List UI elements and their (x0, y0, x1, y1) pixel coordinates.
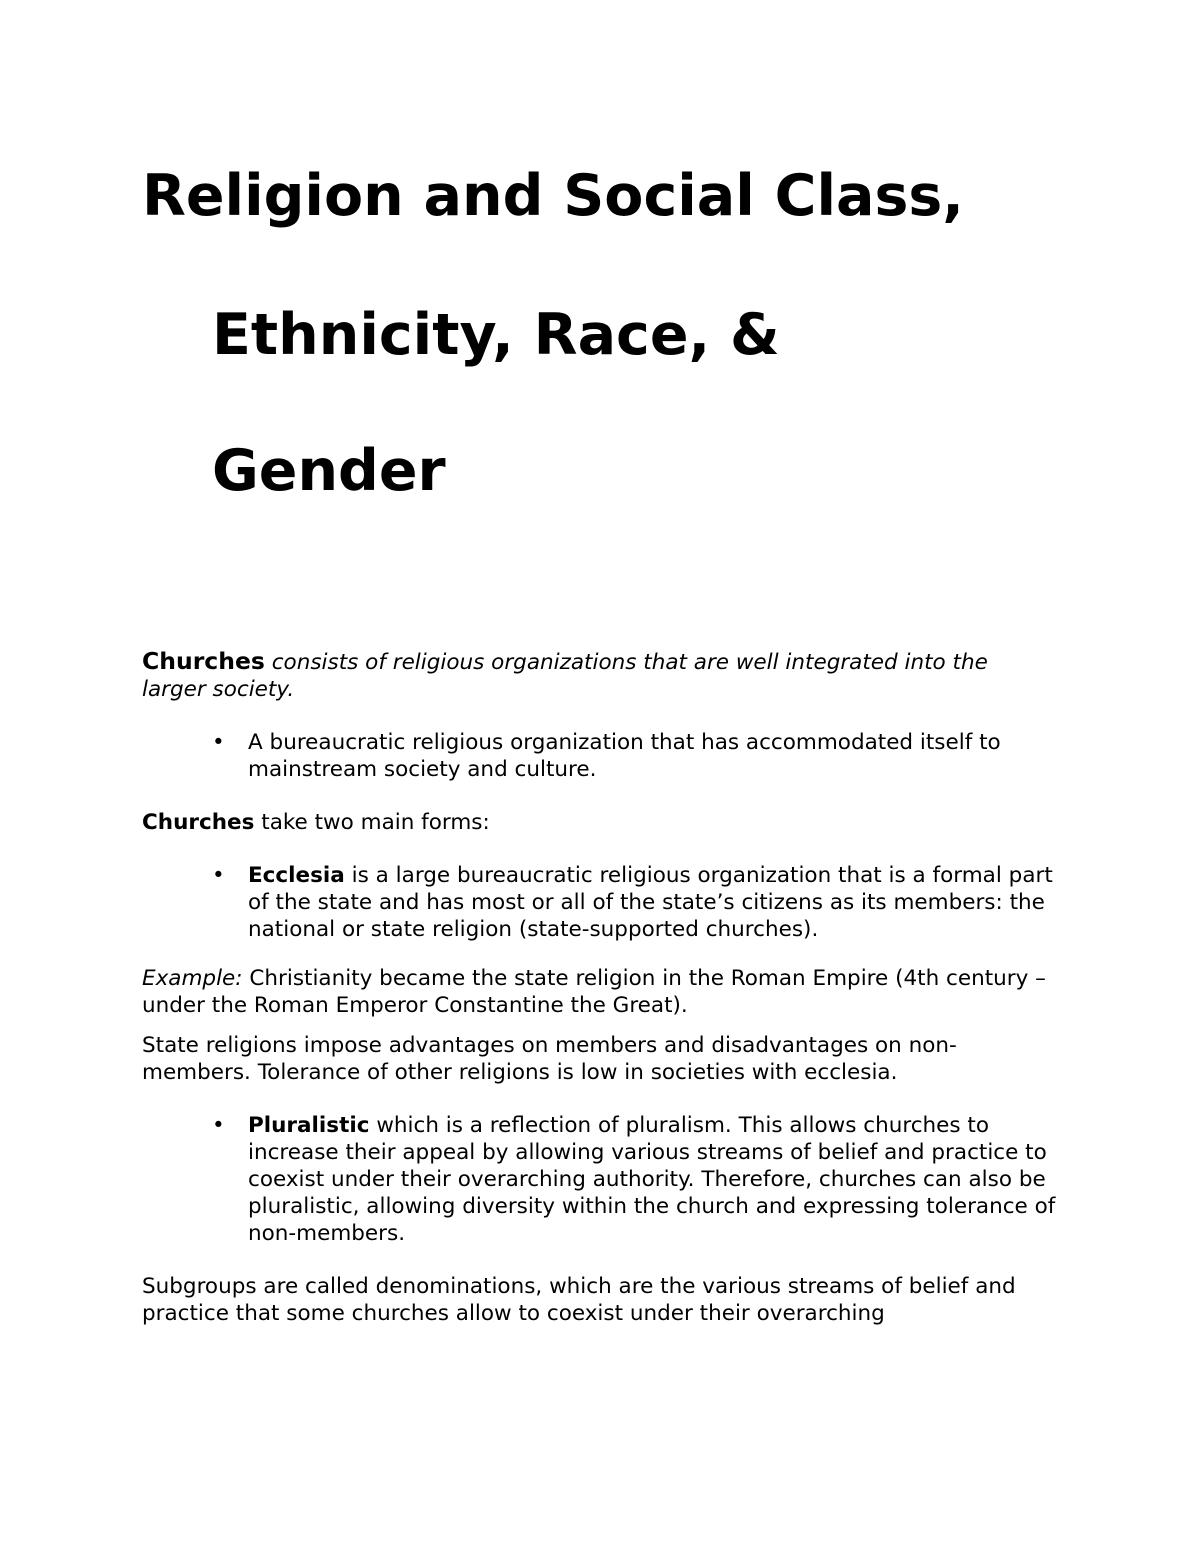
forms-text: take two main forms: (254, 810, 490, 835)
example-label: Example: (142, 966, 243, 991)
churches-definition-text: consists of religious organizations that are well integrated into the larger society. (142, 650, 988, 702)
example-paragraph (142, 965, 1057, 1019)
churches-definition-paragraph (142, 648, 1057, 703)
churches-term: Churches (142, 647, 265, 675)
churches-bullet-list (142, 729, 1057, 783)
bullet-icon: • (212, 863, 225, 888)
title-line-2: Ethnicity, Race, & (212, 302, 780, 368)
ecclesia-text: is a large bureaucratic religious organization that is a formal part of the state and has most or all of the state’s citizens as its members: the national or state religion (state-supported churches). (248, 863, 1053, 942)
example-text: Christianity became the state religion in the Roman Empire (4th century – under the Roman Emperor Constantine the Great). (142, 966, 1046, 1018)
pluralistic-term: Pluralistic (248, 1113, 370, 1138)
forms-paragraph (142, 809, 1057, 836)
list-item (142, 862, 1057, 943)
denominations-paragraph: Subgroups are called denominations, which are the various streams of belief and practice that some churches allow to coexist under their overarching (142, 1274, 1016, 1326)
ecclesia-term: Ecclesia (248, 863, 345, 888)
bullet-text: A bureaucratic religious organization that has accommodated itself to mainstream society and culture. (248, 730, 1001, 782)
title-line-1: Religion and Social Class, (142, 163, 964, 229)
state-religions-paragraph: State religions impose advantages on members and disadvantages on non-members. Tolerance of other religions is low in societies with ecclesia. (142, 1033, 957, 1085)
pluralistic-bullet-list (142, 1112, 1057, 1247)
list-item (142, 729, 1057, 783)
bullet-icon: • (212, 730, 225, 755)
churches-term: Churches (142, 810, 255, 835)
title-line-3: Gender (212, 438, 446, 504)
pluralistic-text: which is a reflection of pluralism. This allows churches to increase their appeal by allowing various streams of belief and practice to coexist under their overarching authority. Therefore, churches can also be pluralistic, allowing diversity within the church and expressing tolerance of non-members. (248, 1113, 1056, 1246)
list-item (142, 1112, 1057, 1247)
document-body (142, 648, 1057, 1327)
ecclesia-bullet-list (142, 862, 1057, 943)
bullet-icon: • (212, 1113, 225, 1138)
